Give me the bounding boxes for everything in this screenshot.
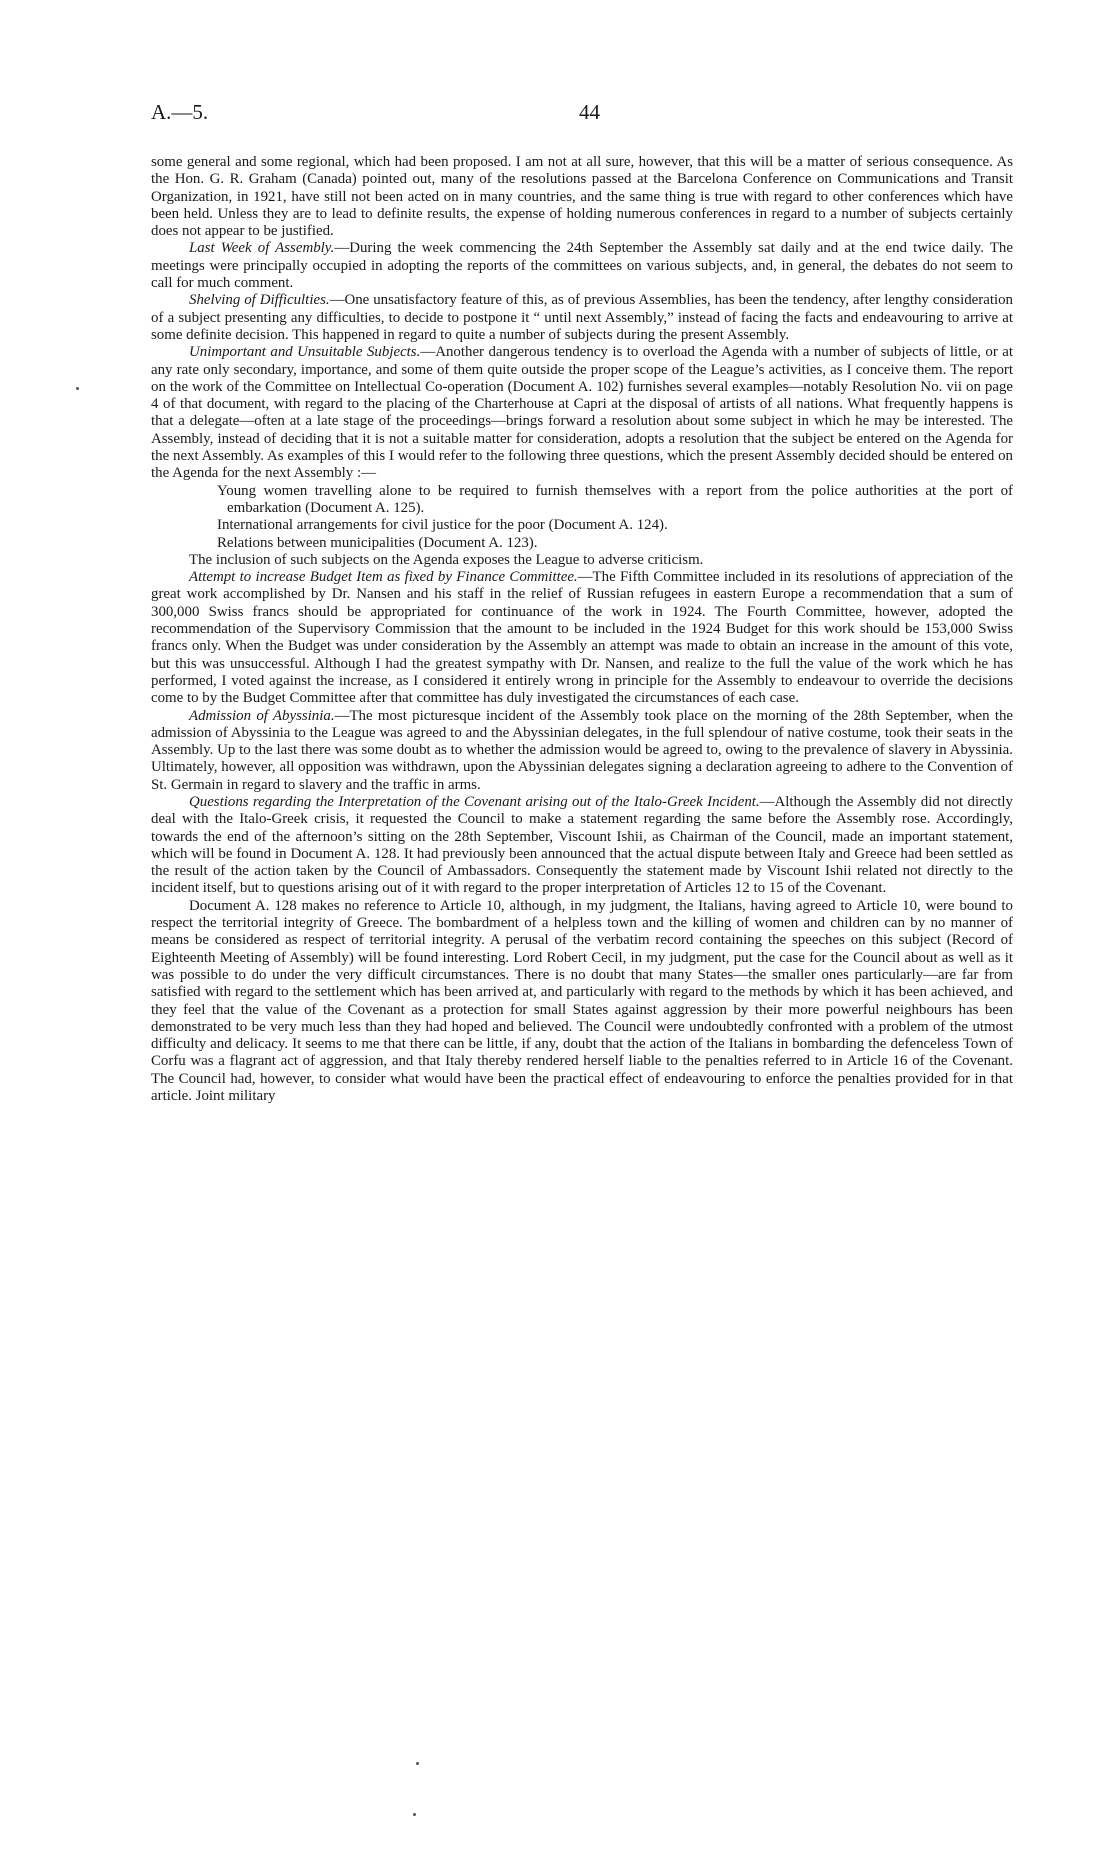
document-reference: A.—5.	[151, 100, 209, 124]
paragraph-text: —The most picturesque incident of the Assembly took place on the morning of the 28th September, when the admission of Abyssinia to the League was agreed to and the Abyssinian delegates, in the full splendour of native costume, took their seats in the Assembly. Up to the last there was some doubt as to whether the admission would be agreed to, owing to the prevalence of slavery in Abyssinia. Ultimately, however, all opposition was withdrawn, upon the Abyssinian delegates signing a declaration agreeing to adhere to the Convention of St. Germain in regard to slavery and the traffic in arms.	[151, 707, 1014, 793]
paragraph-heading: Admission of Abyssinia.	[189, 707, 335, 724]
paragraph-heading: Shelving of Difficulties.	[189, 292, 330, 309]
scan-speck	[416, 1762, 419, 1765]
paragraph-text: —Another dangerous tendency is to overload the Agenda with a number of subjects of little, or at any rate only secondary, importance, and some of them quite outside the proper scope of the League’s activities, as I conceive them. The report on the work of the Committee on Intellectual Co-operation (Document A. 102) furnishes several examples—notably Resolution No. vii on page 4 of that document, with regard to the placing of the Charterhouse at Capri at the disposal of artists of all nations. What frequently happens is that a delegate—often at a late stage of the proceedings—brings forward a resolution about some subject in which he may be interested. The Assembly, instead of deciding that it is not a suitable matter for consideration, adopts a resolution that the subject be entered on the Agenda for the next Assembly. As examples of this I would refer to the following three questions, which the present Assembly decided should be entered on the Agenda for the next Assembly :—	[151, 344, 1013, 482]
paragraph-adverse-criticism	[151, 552, 1013, 569]
paragraph-text: The inclusion of such subjects on the Agenda exposes the League to adverse criticism.	[189, 551, 704, 568]
paragraph-heading: Unimportant and Unsuitable Subjects.	[189, 344, 421, 361]
list-item	[217, 534, 1013, 552]
paragraph-last-week-of-assembly	[151, 240, 1013, 292]
list-item	[217, 517, 1013, 534]
paragraph-text: some general and some regional, which had been proposed. I am not at all sure, however, that this will be a matter of serious consequence. As the Hon. G. R. Graham (Canada) pointed out, many of the resolutions passed at the Barcelona Conference on Communications and Transit Organization, in 1921, have still not been acted on in many countries, and the same thing is true with regard to other conferences which have been held. Unless they are to lead to definite results, the expense of holding numerous conferences in regard to a number of subjects certainly does not appear to be justified.	[151, 154, 1013, 240]
paragraph-italo-greek-incident	[151, 794, 1013, 898]
paragraph-text: Document A. 128 makes no reference to Article 10, although, in my judgment, the Italians, having agreed to Article 10, were bound to respect the territorial integrity of Greece. The bombardment of a helpless town and the killing of women and children can by no manner of means be considered as respect of territorial integrity. A perusal of the verbatim record containing the speeches on this subject (Record of Eighteenth Meeting of Assembly) will be found interesting. Lord Robert Cecil, in my judgment, put the case for the Council about as well as it was possible to do under the very difficult circumstances. There is no doubt that many States—the smaller ones particularly—are far from satisfied with regard to the settlement which has been arrived at, and particularly with regard to the methods by which it has been achieved, and they feel that the value of the Covenant as a protection for small States against aggression by their more powerful neighbours has been demonstrated to be very much less than they had hoped and believed. The Council were undoubtedly confronted with a problem of the utmost difficulty and delicacy. It seems to me that there can be little, if any, doubt that the action of the Italians in bombarding the defenceless Town of Corfu was a flagrant act of aggression, and that Italy thereby rendered herself liable to the penalties referred to in Article 16 of the Covenant. The Council had, however, to consider what would have been the practical effect of endeavouring to enforce the penalties provided for in that article. Joint military	[151, 897, 1013, 1105]
paragraph-heading: Attempt to increase Budget Item as fixed by Finance Committee.	[189, 569, 578, 586]
paragraph-unimportant-subjects	[151, 344, 1013, 482]
paragraph-text: —One unsatisfactory feature of this, as of previous Assemblies, has been the tendency, after lengthy consideration of a subject presenting any difficulties, to decide to postpone it “ until next Assembly,” instead of facing the facts and endeavouring to arrive at some definite decision. This happened in regard to quite a number of subjects during the present Assembly.	[151, 292, 1013, 343]
list-item-text: Young women travelling alone to be required to furnish themselves with a report from the police authorities at the port of embarkation (Document A. 125).	[217, 482, 1013, 516]
list-item	[217, 482, 1013, 518]
paragraph-text: —The Fifth Committee included in its resolutions of appreciation of the great work accomplished by Dr. Nansen and his staff in the relief of Russian refugees in eastern Europe a recommendation that a sum of 300,000 Swiss francs should be appropriated for continuance of the work in 1924. The Fourth Committee, however, adopted the recommendation of the Supervisory Commission that the amount to be included in the 1924 Budget for this work should be 153,000 Swiss francs only. When the Budget was under consideration by the Assembly an attempt was made to obtain an increase in the amount of this vote, but this was unsuccessful. Although I had the greatest sympathy with Dr. Nansen, and realize to the full the value of the work which he has performed, I voted against the increase, as I considered it entirely wrong in principle for the Assembly to endeavour to override the decisions come to by the Budget Committee after that committee has duly investigated the circumstances of each case.	[151, 569, 1013, 707]
paragraph-shelving-of-difficulties	[151, 292, 1013, 344]
scan-speck	[413, 1813, 416, 1816]
paragraph-budget-item	[151, 569, 1013, 707]
paragraph-text: —Although the Assembly did not directly deal with the Italo-Greek crisis, it requested the Council to make a statement regarding the same before the Assembly rose. Accordingly, towards the end of the afternoon’s sitting on the 28th September, Viscount Ishii, as Chairman of the Council, made an important statement, which will be found in Document A. 128. It had previously been announced that the actual dispute between Italy and Greece had been settled as the result of the action taken by the Council of Ambassadors. Consequently the statement made by Viscount Ishii related not directly to the incident itself, but to questions arising out of it with regard to the proper interpretation of Articles 12 to 15 of the Covenant.	[151, 793, 1013, 897]
paragraph-admission-of-abyssinia	[151, 708, 1013, 794]
paragraph-heading: Questions regarding the Interpretation of the Covenant arising out of the Italo-Greek Incident.	[189, 793, 760, 810]
page-number: 44	[579, 100, 600, 124]
list-item-text: Relations between municipalities (Document A. 123).	[217, 534, 538, 551]
document-body	[151, 154, 1013, 1105]
paragraph-heading: Last Week of Assembly.	[189, 240, 335, 257]
list-item-text: International arrangements for civil justice for the poor (Document A. 124).	[217, 517, 668, 534]
page-header	[151, 100, 1011, 130]
paragraph-text: —During the week commencing the 24th September the Assembly sat daily and at the end twice daily. The meetings were principally occupied in adopting the reports of the committees on various subjects, and, in general, the debates do not seem to call for much comment.	[151, 240, 1013, 292]
paragraph-document-a128	[151, 898, 1013, 1106]
scan-speck	[76, 387, 79, 390]
paragraph-continuation	[151, 154, 1013, 240]
